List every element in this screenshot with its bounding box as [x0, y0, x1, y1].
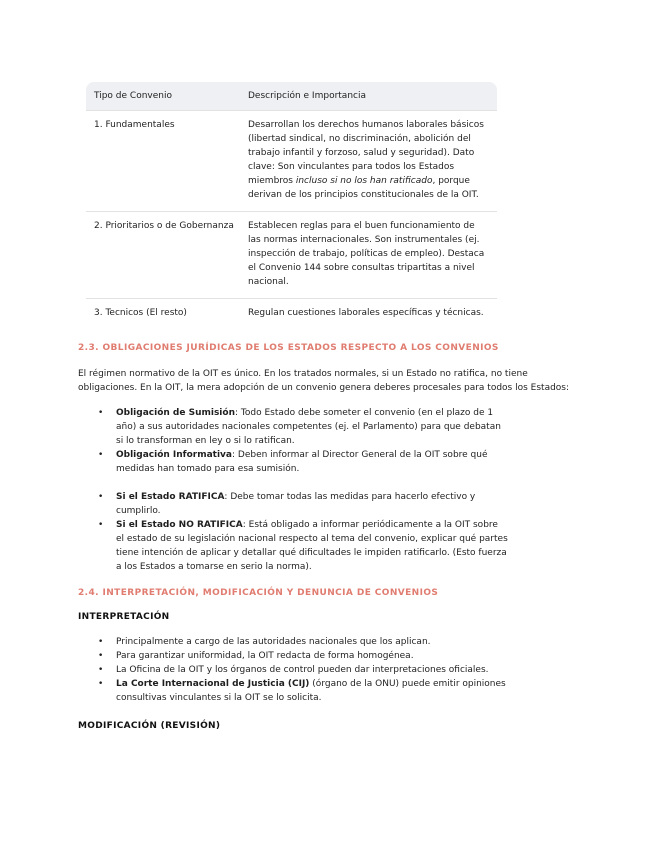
- list-item: [78, 635, 508, 649]
- list-item-bold: Obligación de Sumisión: [116, 408, 235, 418]
- table-header-row: [86, 82, 497, 110]
- list-item-text: : Está obligado a informar periódicamente a la OIT sobre el estado de su legislación nacional respecto al tema del convenio, explicar qué partes tiene intención de aplicar y detallar qué dificultades le impiden ratificarlo. (Esto fuerza a los Estados a tomarse en serio la norma).: [116, 520, 508, 572]
- list-item: [78, 406, 508, 448]
- table-row: [86, 211, 497, 298]
- row-type: 2. Prioritarios o de Gobernanza: [94, 221, 234, 231]
- list-item-text: Para garantizar uniformidad, la OIT redacta de forma homogénea.: [116, 651, 414, 661]
- list-item: [78, 448, 508, 476]
- section-heading-2-4: 2.4. INTERPRETACIÓN, MODIFICACIÓN Y DENUNCIA DE CONVENIOS: [78, 588, 439, 598]
- document-page: [78, 82, 578, 731]
- row-type: 1. Fundamentales: [94, 120, 175, 130]
- table-row: [86, 298, 497, 329]
- list-item-text: La Oficina de la OIT y los órganos de control pueden dar interpretaciones oficiales.: [116, 665, 489, 675]
- list-item: [78, 649, 508, 663]
- row-type: 3. Tecnicos (El resto): [94, 308, 187, 318]
- list-item: [78, 518, 508, 574]
- list-item-bold: Si el Estado NO RATIFICA: [116, 520, 243, 530]
- row-description-text: Regulan cuestiones laborales específicas y técnicas.: [248, 308, 484, 318]
- row-description: [248, 111, 497, 211]
- list-item-bold: Obligación Informativa: [116, 450, 232, 460]
- list-item: [78, 677, 508, 705]
- row-description-text: Establecen reglas para el buen funcionamiento de las normas internacionales. Son instrumentales (ej. inspección de trabajo, políticas de empleo). Destaca el Convenio 144 sobre consultas tripartitas a nivel nacional.: [248, 221, 485, 287]
- row-description-text-end: , porque derivan de los principios constitucionales de la OIT.: [248, 176, 479, 200]
- list-item: [78, 490, 508, 518]
- list-item-text: : Debe tomar todas las medidas para hacerlo efectivo y cumplirlo.: [116, 492, 476, 516]
- list-item-bold: La Corte Internacional de Justicia (CIJ): [116, 679, 310, 689]
- list-item: [78, 663, 508, 677]
- table-row: [86, 110, 497, 211]
- header-description: Descripción e Importancia: [248, 91, 366, 101]
- row-description-text: Desarrollan los derechos humanos laborales básicos (libertad sindical, no discriminación, abolición del trabajo infantil y forzoso, salud y seguridad). Dato clave: Son vinculantes para todos los Estados miembros: [248, 120, 484, 186]
- row-description: [248, 212, 497, 298]
- list-item-text: : Todo Estado debe someter el convenio (en el plazo de 1 año) a sus autoridades nacionales competentes (ej. el Parlamento) para que debatan si lo transforman en ley o si lo ratifican.: [116, 408, 501, 446]
- list-item-text: Principalmente a cargo de las autoridades nacionales que los aplican.: [116, 637, 431, 647]
- interpretation-list: [78, 635, 578, 705]
- subheading-interpretacion: INTERPRETACIÓN: [78, 612, 170, 622]
- list-item-text: (órgano de la ONU) puede emitir opiniones consultivas vinculantes si la OIT se lo solicita.: [116, 679, 506, 703]
- subheading-modificacion: MODIFICACIÓN (REVISIÓN): [78, 721, 221, 731]
- ratification-list: [78, 490, 578, 574]
- convention-types-table: [86, 82, 497, 329]
- row-description: [248, 299, 497, 329]
- list-item-text: : Deben informar al Director General de la OIT sobre qué medidas han tomado para esa sumisión.: [116, 450, 488, 474]
- header-type: Tipo de Convenio: [94, 91, 172, 101]
- obligations-list: [78, 406, 578, 476]
- list-item-bold: Si el Estado RATIFICA: [116, 492, 225, 502]
- section-heading-2-3: 2.3. OBLIGACIONES JURÍDICAS DE LOS ESTADOS RESPECTO A LOS CONVENIOS: [78, 343, 499, 353]
- row-description-italic: incluso si no los han ratificado: [295, 176, 433, 186]
- intro-paragraph: El régimen normativo de la OIT es único. En los tratados normales, si un Estado no ratifica, no tiene obligaciones. En la OIT, la mera adopción de un convenio genera deberes procesales para todos los Estados:: [78, 369, 570, 393]
